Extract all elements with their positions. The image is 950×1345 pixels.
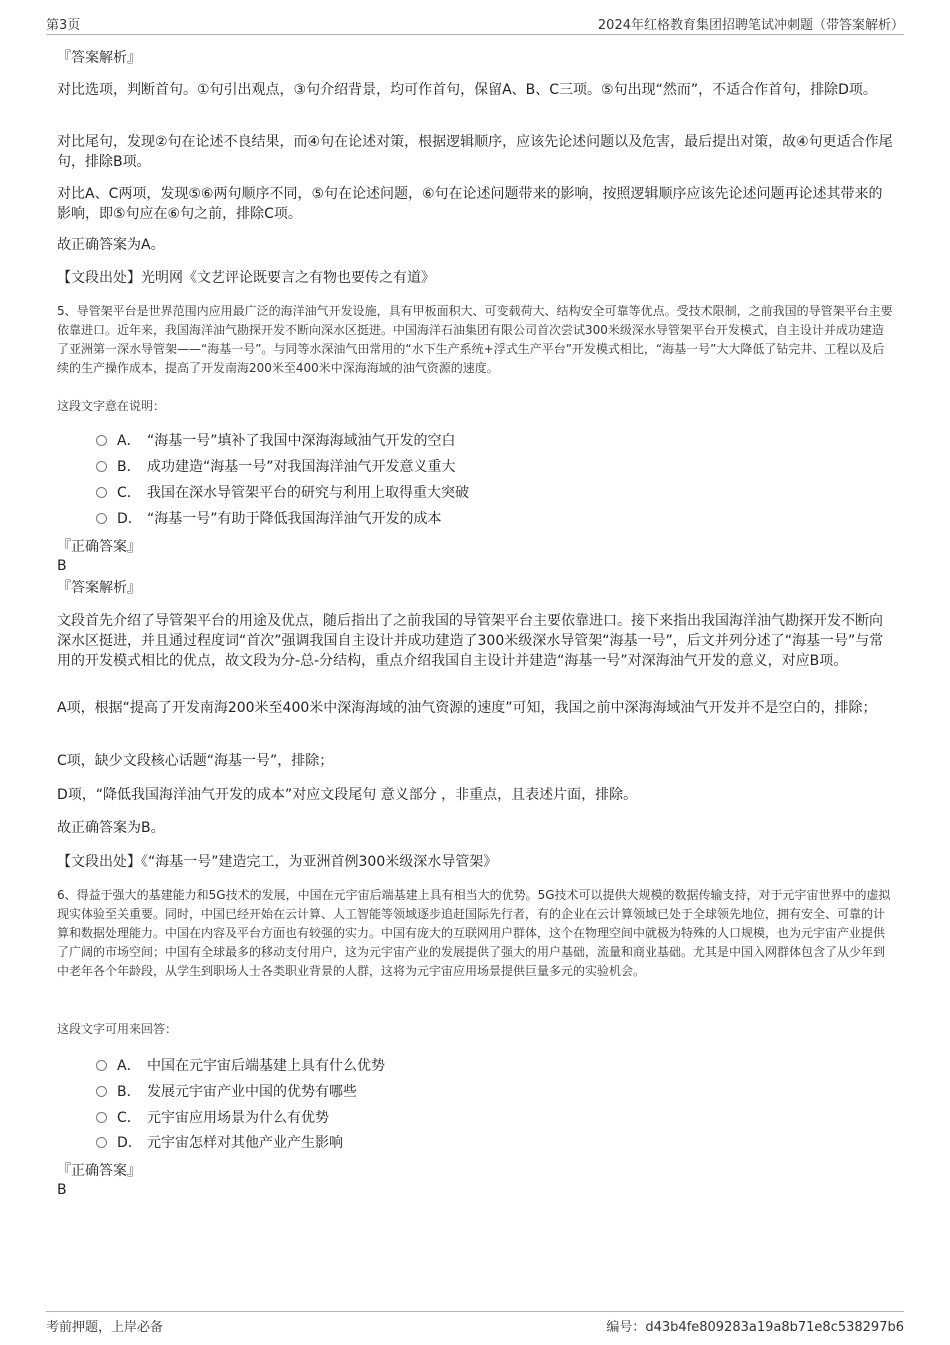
q4-analysis-label: 『答案解析』 xyxy=(57,50,141,66)
radio-icon[interactable] xyxy=(96,1086,107,1097)
radio-icon[interactable] xyxy=(96,1112,107,1123)
q4-source: 【文段出处】光明网《文艺评论既要言之有物也要传之有道》 xyxy=(57,270,435,286)
q4-analysis-p3: 对比A、C两项，发现⑤⑥两句顺序不同，⑤句在论述问题，⑥句在论述问题带来的影响，按照逻辑顺序应该先论述问题再论述其带来的影响，即⑤句应在⑥句之前，排除C项。 xyxy=(57,186,883,222)
q5-option-a[interactable]: A． “海基一号”填补了我国中深海海域油气开发的空白 xyxy=(96,431,456,451)
radio-icon[interactable] xyxy=(96,513,107,524)
q6-option-c[interactable]: C． 元宇宙应用场景为什么有优势 xyxy=(96,1108,329,1128)
page-number: 第3页 xyxy=(46,18,81,33)
q6-option-d[interactable]: D． 元宇宙怎样对其他产业产生影响 xyxy=(96,1133,343,1153)
q6-option-b[interactable]: B． 发展元宇宙产业中国的优势有哪些 xyxy=(96,1082,357,1102)
q5-conclusion: 故正确答案为B。 xyxy=(57,820,165,836)
radio-icon[interactable] xyxy=(96,487,107,498)
q5-prompt: 这段文字意在说明： xyxy=(57,399,166,413)
q5-analysis-p3: C项，缺少文段核心话题“海基一号”，排除； xyxy=(57,753,334,769)
q5-analysis-p1: 文段首先介绍了导管架平台的用途及优点，随后指出了之前我国的导管架平台主要依靠进口。接下来指出我国海洋油气勘探开发不断向深水区挺进，并且通过程度词“首次”强调我国自主设计并成功建造了300米级深水导管架“海基一号”，后文并列分述了“海基一号”与常用的开发模式相比的优点，故文段为分-总-分结构，重点介绍我国自主设计并建造“海基一号”对深海油气开发的意义，对应B项。 xyxy=(57,613,884,669)
radio-icon[interactable] xyxy=(96,461,107,472)
q5-answer-label: 『正确答案』 xyxy=(57,539,141,555)
q5-option-d[interactable]: D． “海基一号”有助于降低我国海洋油气开发的成本 xyxy=(96,509,442,529)
page-header xyxy=(46,14,904,35)
q5-analysis-p2: A项，根据“提高了开发南海200米至400米中深海海域的油气资源的速度”可知，我国之前中深海海域油气开发并不是空白的，排除； xyxy=(57,700,877,716)
q4-analysis-p2: 对比尾句，发现②句在论述不良结果，而④句在论述对策，根据逻辑顺序，应该先论述问题以及危害，最后提出对策，故④句更适合作尾句，排除B项。 xyxy=(57,134,893,170)
q6-stem: 6、得益于强大的基建能力和5G技术的发展，中国在元宇宙后端基建上具有相当大的优势。5G技术可以提供大规模的数据传输支持，对于元宇宙世界中的虚拟现实体验至关重要。同时，中国已经开始在云计算、人工智能等领域逐步追赶国际先行者，有的企业在云计算领域已处于全球领先地位，拥有安全、可靠的计算和数据处理能力。中国在内容及平台方面也有较强的实力。中国有庞大的互联网用户群体，这个在物理空间中就极为特殊的人口规模，也为元宇宙产业提供了广阔的市场空间；中国有全球最多的移动支付用户，这为元宇宙产业的发展提供了强大的用户基础，流量和商业基础。尤其是中国入网群体包含了从少年到中老年各个年龄段，从学生到职场人士各类职业背景的人群，这将为元宇宙应用场景提供巨量多元的实验机会。 xyxy=(57,888,891,978)
q5-option-c[interactable]: C． 我国在深水导管架平台的研究与利用上取得重大突破 xyxy=(96,483,469,503)
q5-stem: 5、导管架平台是世界范围内应用最广泛的海洋油气开发设施，具有甲板面积大、可变载荷大、结构安全可靠等优点。受技术限制，之前我国的导管架平台主要依靠进口。近年来，我国海洋油气勘探开发不断向深水区挺进。中国海洋石油集团有限公司首次尝试300米级深水导管架平台开发模式，自主设计并成功建造了亚洲第一深水导管架——“海基一号”。与同等水深油气田常用的“水下生产系统+浮式生产平台”开发模式相比，“海基一号”大大降低了钻完井、工程以及后续的生产操作成本，提高了开发南海200米至400米中深海海域的油气资源的速度。 xyxy=(57,304,893,375)
q5-answer: B xyxy=(57,558,67,574)
q5-analysis-label: 『答案解析』 xyxy=(57,580,141,596)
page-footer xyxy=(46,1311,904,1336)
q6-answer-label: 『正确答案』 xyxy=(57,1163,141,1179)
q4-analysis-p1: 对比选项，判断首句。①句引出观点，③句介绍背景，均可作首句，保留A、B、C三项。⑤句出现“然而”，不适合作首句，排除D项。 xyxy=(57,82,877,98)
q6-answer: B xyxy=(57,1182,67,1198)
q5-analysis-p4: D项，“降低我国海洋油气开发的成本”对应文段尾句 意义部分 ，非重点，且表述片面，排除。 xyxy=(57,787,638,803)
radio-icon[interactable] xyxy=(96,435,107,446)
q5-source: 【文段出处】《“海基一号”建造完工，为亚洲首例300米级深水导管架》 xyxy=(57,854,498,870)
document-id: 编号：d43b4fe809283a19a8b71e8c538297b6 xyxy=(606,1320,904,1335)
q6-prompt: 这段文字可用来回答： xyxy=(57,1022,178,1036)
q5-option-b[interactable]: B． 成功建造“海基一号”对我国海洋油气开发意义重大 xyxy=(96,457,456,477)
document-title: 2024年红格教育集团招聘笔试冲刺题（带答案解析） xyxy=(597,18,904,33)
q6-option-a[interactable]: A． 中国在元宇宙后端基建上具有什么优势 xyxy=(96,1056,385,1076)
radio-icon[interactable] xyxy=(96,1060,107,1071)
radio-icon[interactable] xyxy=(96,1137,107,1148)
footer-slogan: 考前押题，上岸必备 xyxy=(46,1320,164,1335)
q4-conclusion: 故正确答案为A。 xyxy=(57,237,165,253)
